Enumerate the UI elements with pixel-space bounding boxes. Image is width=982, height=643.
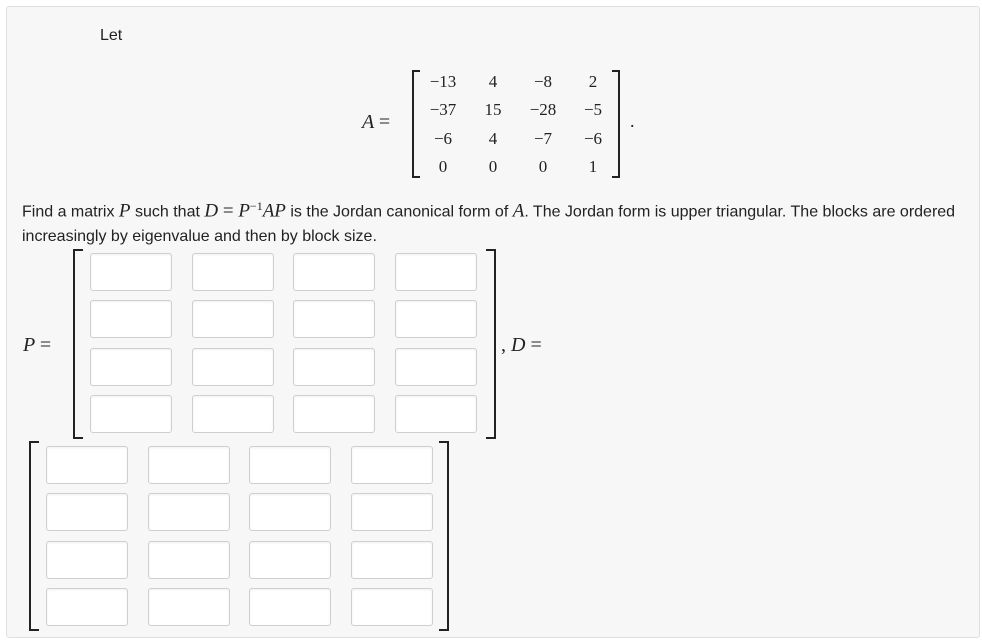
matrix-d-left-bracket xyxy=(29,441,39,631)
matrix-a xyxy=(412,70,620,178)
matrix-d-entry-input[interactable] xyxy=(351,493,433,531)
matrix-d-entry-input[interactable] xyxy=(46,541,128,579)
matrix-p-entry-input[interactable] xyxy=(293,300,375,338)
matrix-p-entry-input[interactable] xyxy=(90,253,172,291)
matrix-p-entry-input[interactable] xyxy=(395,395,477,433)
matrix-a-cell: 2 xyxy=(588,72,598,91)
matrix-p-entry-input[interactable] xyxy=(192,395,274,433)
matrix-a-cell: −6 xyxy=(583,129,603,148)
matrix-p-entry-input[interactable] xyxy=(192,253,274,291)
matrix-d-symbol: D xyxy=(511,334,526,356)
math-symbol: P xyxy=(238,200,250,222)
matrix-d-entry-input[interactable] xyxy=(249,493,331,531)
matrix-p-entry-input[interactable] xyxy=(395,348,477,386)
matrix-p-entry-input[interactable] xyxy=(90,348,172,386)
matrix-p-right-bracket xyxy=(486,249,496,439)
matrix-d-entry-input[interactable] xyxy=(46,588,128,626)
matrix-d-entry-input[interactable] xyxy=(148,588,230,626)
matrix-a-equals: = xyxy=(378,111,391,133)
matrix-a-symbol: A xyxy=(362,111,374,133)
math-symbol: P xyxy=(118,200,131,222)
matrix-d-entry-input[interactable] xyxy=(249,541,331,579)
math-superscript: −1 xyxy=(249,199,263,213)
matrix-p-entry-input[interactable] xyxy=(192,300,274,338)
problem-text: is the Jordan canonical form of xyxy=(285,203,513,221)
matrix-d-entry-input[interactable] xyxy=(351,446,433,484)
matrix-a-cell: 4 xyxy=(488,129,498,148)
matrix-a-cell: −28 xyxy=(529,100,557,119)
matrix-p-entry-input[interactable] xyxy=(395,300,477,338)
matrix-a-cell: −5 xyxy=(583,100,603,119)
matrix-d-entry-input[interactable] xyxy=(351,541,433,579)
math-operator: = xyxy=(218,200,239,222)
matrix-a-cell: 15 xyxy=(484,100,502,119)
problem-statement xyxy=(22,194,972,249)
matrix-a-cell: −13 xyxy=(429,72,457,91)
matrix-p-input-grid xyxy=(73,249,496,439)
matrix-a-cell: −7 xyxy=(533,129,553,148)
matrix-d-entry-input[interactable] xyxy=(148,541,230,579)
matrix-a-period: . xyxy=(630,111,635,131)
matrix-d-entry-input[interactable] xyxy=(148,446,230,484)
matrix-p-left-bracket xyxy=(73,249,83,439)
matrix-d-label xyxy=(501,334,542,357)
math-symbol: D xyxy=(204,200,219,222)
matrix-d-entry-input[interactable] xyxy=(351,588,433,626)
matrix-a-label xyxy=(362,111,390,134)
matrix-p-entry-input[interactable] xyxy=(293,395,375,433)
matrix-a-cell: 0 xyxy=(488,157,498,176)
matrix-d-entry-input[interactable] xyxy=(249,588,331,626)
matrix-a-cell: 0 xyxy=(438,157,448,176)
matrix-d-input-grid xyxy=(29,441,449,631)
matrix-d-entry-input[interactable] xyxy=(46,493,128,531)
matrix-a-cell: −8 xyxy=(533,72,553,91)
matrix-p-entry-input[interactable] xyxy=(293,348,375,386)
matrix-p-entry-input[interactable] xyxy=(395,253,477,291)
matrix-p-symbol: P xyxy=(23,334,35,356)
matrix-separator-comma: , xyxy=(501,334,506,356)
matrix-p-entry-input[interactable] xyxy=(90,395,172,433)
matrix-d-entry-input[interactable] xyxy=(46,446,128,484)
problem-text: Find a matrix xyxy=(22,203,119,221)
matrix-d-equals: = xyxy=(530,334,542,356)
matrix-p-label xyxy=(23,334,51,357)
matrix-p-entry-input[interactable] xyxy=(293,253,375,291)
matrix-a-cell: 0 xyxy=(538,157,548,176)
question-panel xyxy=(6,6,980,638)
math-symbol: AP xyxy=(262,200,286,222)
matrix-d-entry-input[interactable] xyxy=(148,493,230,531)
matrix-a-cell: 1 xyxy=(588,157,598,176)
matrix-p-entry-input[interactable] xyxy=(90,300,172,338)
matrix-p-equals: = xyxy=(39,334,52,356)
matrix-a-cell: 4 xyxy=(488,72,498,91)
matrix-d-entry-input[interactable] xyxy=(249,446,331,484)
matrix-d-right-bracket xyxy=(439,441,449,631)
problem-text: . The Jordan form is upper triangular. The blocks are ordered increasingly by eigenvalue and then by block size. xyxy=(22,203,956,246)
matrix-p-entry-input[interactable] xyxy=(192,348,274,386)
math-symbol: A xyxy=(512,200,525,222)
let-text: Let xyxy=(100,27,123,44)
matrix-a-cell: −6 xyxy=(433,129,453,148)
problem-text: such that xyxy=(130,203,205,221)
matrix-a-cell: −37 xyxy=(429,100,457,119)
